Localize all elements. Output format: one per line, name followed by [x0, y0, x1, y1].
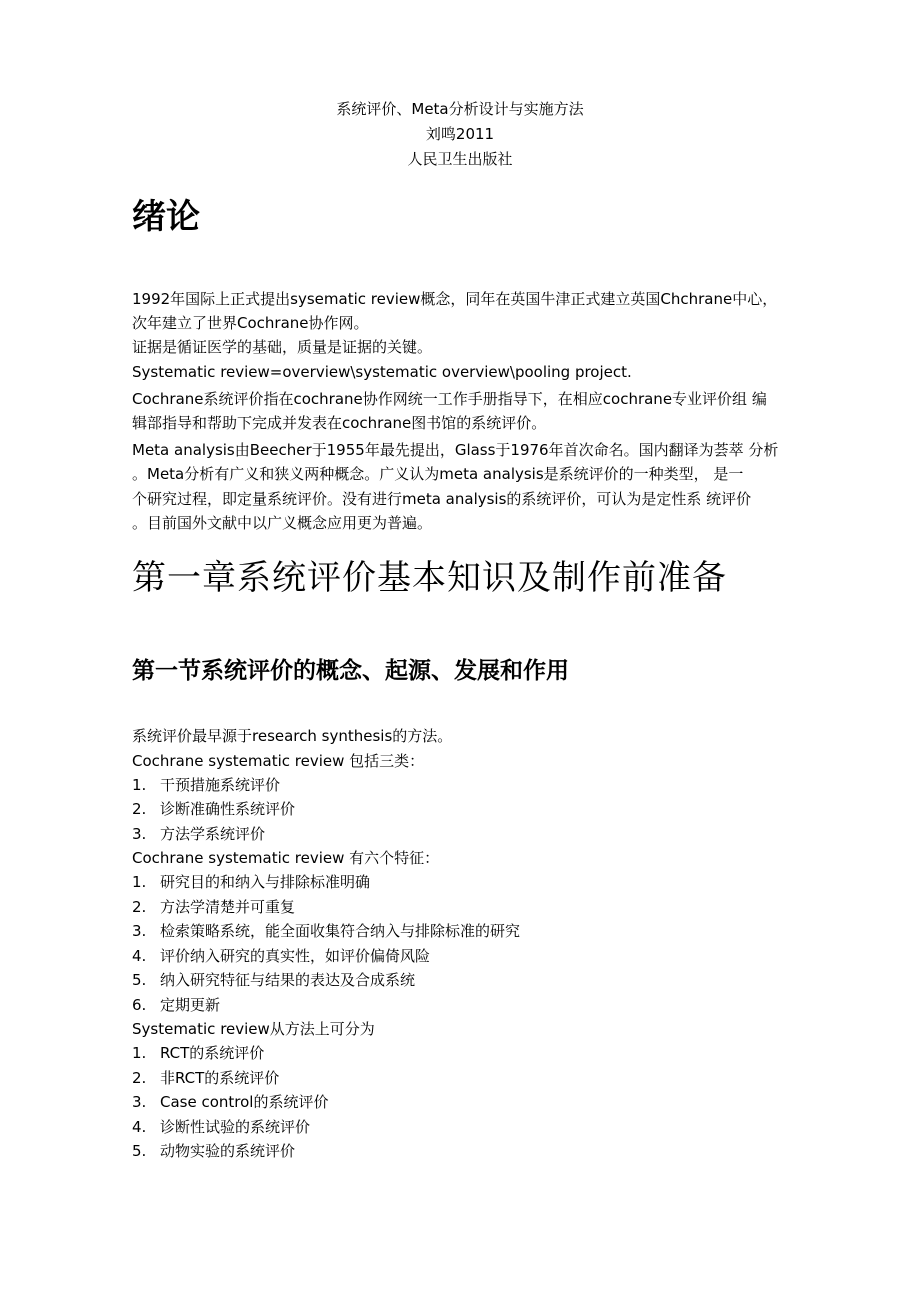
intro-paragraph-5-line-3: 个研究过程，即定量系统评价。没有进行meta analysis的系统评价，可认为是定性系 统评价: [132, 490, 752, 508]
list-item: [132, 1115, 310, 1139]
list-text: 诊断准确性系统评价: [160, 800, 296, 818]
list-item: [132, 822, 265, 846]
list-item: [132, 797, 295, 821]
list-item: [132, 1041, 264, 1065]
list-number: 3.: [132, 1093, 147, 1111]
list-text: 方法学清楚并可重复: [160, 898, 296, 916]
intro-paragraph-4-line-2: 辑部指导和帮助下完成并发表在cochrane图书馆的系统评价。: [132, 414, 547, 432]
list-number: 6.: [132, 996, 147, 1014]
list-text: 研究目的和纳入与排除标准明确: [160, 873, 371, 891]
review-types-intro: Cochrane systematic review 包括三类：: [132, 752, 425, 770]
list-item: [132, 944, 430, 968]
list-text: 非RCT的系统评价: [160, 1069, 280, 1087]
list-text: 动物实验的系统评价: [160, 1142, 296, 1160]
list-number: 2.: [132, 898, 147, 916]
book-title: 系统评价、Meta分析设计与实施方法: [336, 100, 584, 118]
review-methods-intro: Systematic review从方法上可分为: [132, 1020, 375, 1038]
list-item: [132, 968, 415, 992]
list-item: [132, 993, 220, 1017]
list-number: 1.: [132, 776, 147, 794]
list-number: 4.: [132, 1118, 147, 1136]
list-number: 1.: [132, 1044, 147, 1062]
list-text: 纳入研究特征与结果的表达及合成系统: [160, 971, 416, 989]
list-item: [132, 773, 280, 797]
chapter-1-heading: 第一章系统评价基本知识及制作前准备: [132, 558, 727, 598]
list-number: 2.: [132, 1069, 147, 1087]
intro-paragraph-1-line-2: 次年建立了世界Cochrane协作网。: [132, 314, 369, 332]
intro-paragraph-2: 证据是循证医学的基础，质量是证据的关键。: [132, 338, 433, 356]
list-text: 方法学系统评价: [160, 825, 266, 843]
list-item: [132, 1139, 295, 1163]
review-features-intro: Cochrane systematic review 有六个特征：: [132, 849, 440, 867]
list-text: 干预措施系统评价: [160, 776, 281, 794]
list-number: 2.: [132, 800, 147, 818]
intro-paragraph-1-line-1: 1992年国际上正式提出sysematic review概念，同年在英国牛津正式建立英国Chchrane中心，: [132, 290, 778, 308]
list-number: 3.: [132, 825, 147, 843]
list-number: 3.: [132, 922, 147, 940]
intro-paragraph-5-line-4: 。目前国外文献中以广义概念应用更为普遍。: [132, 514, 433, 532]
list-item: [132, 895, 295, 919]
list-item: [132, 870, 370, 894]
book-publisher: 人民卫生出版社: [407, 150, 513, 168]
intro-paragraph-3: Systematic review=overview\systematic overview\pooling project.: [132, 363, 632, 381]
intro-paragraph-4-line-1: Cochrane系统评价指在cochrane协作网统一工作手册指导下，在相应cochrane专业评价组 编: [132, 390, 767, 408]
intro-paragraph-5-line-1: Meta analysis由Beecher于1955年最先提出，Glass于1976年首次命名。国内翻译为荟萃 分析: [132, 441, 779, 459]
intro-paragraph-5-line-2: 。Meta分析有广义和狭义两种概念。广义认为meta analysis是系统评价的一种类型， 是一: [132, 465, 744, 483]
section-origin-text: 系统评价最早源于research synthesis的方法。: [132, 727, 453, 745]
list-text: 诊断性试验的系统评价: [160, 1118, 311, 1136]
list-text: RCT的系统评价: [160, 1044, 265, 1062]
intro-heading: 绪论: [132, 197, 200, 237]
book-author: 刘鸣2011: [425, 125, 495, 143]
list-item: [132, 1090, 328, 1114]
list-text: 定期更新: [160, 996, 221, 1014]
list-item: [132, 1066, 279, 1090]
list-item: [132, 919, 520, 943]
list-text: Case control的系统评价: [160, 1093, 329, 1111]
list-number: 1.: [132, 873, 147, 891]
list-text: 检索策略系统，能全面收集符合纳入与排除标准的研究: [160, 922, 521, 940]
list-number: 5.: [132, 971, 147, 989]
list-text: 评价纳入研究的真实性，如评价偏倚风险: [160, 947, 431, 965]
list-number: 4.: [132, 947, 147, 965]
list-number: 5.: [132, 1142, 147, 1160]
section-1-heading: 第一节系统评价的概念、起源、发展和作用: [132, 658, 569, 684]
